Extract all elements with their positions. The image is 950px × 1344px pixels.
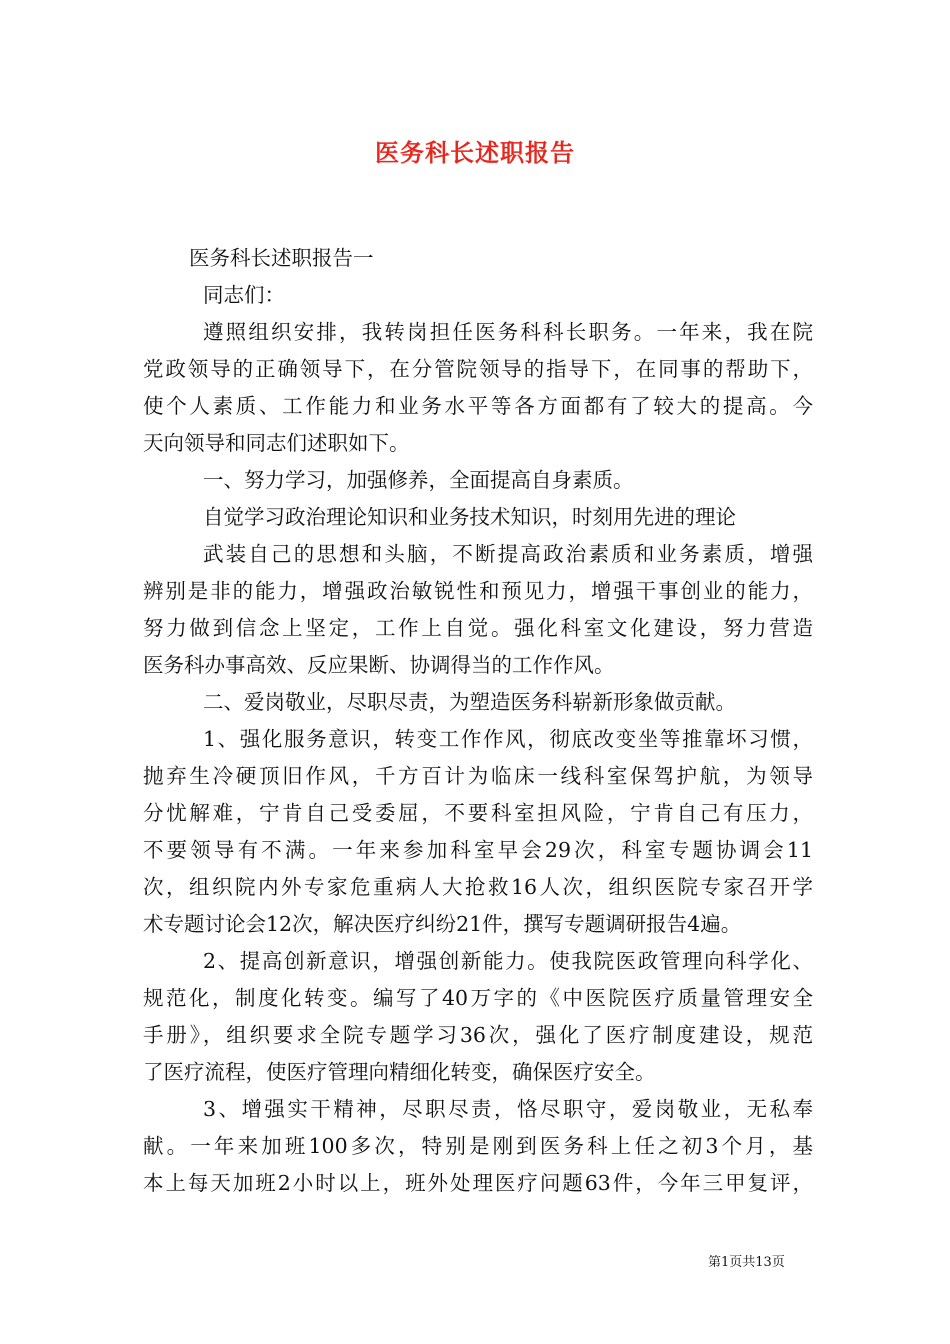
text-line: 武装自己的思想和头脑，不断提高政治素质和业务素质，增强 (203, 542, 813, 566)
text-line: 手册》，组织要求全院专题学习36次，强化了医疗制度建设，规范 (143, 1023, 813, 1047)
text-line: 同志们： (203, 283, 285, 307)
text-line: 遵照组织安排，我转岗担任医务科科长职务。一年来，我在院 (203, 320, 813, 344)
text-line: 二、爱岗敬业，尽职尽责，为塑造医务科崭新形象做贡献。 (203, 690, 736, 714)
text-line: 1、强化服务意识，转变工作作风，彻底改变坐等推靠坏习惯， (203, 727, 813, 751)
text-line: 天向领导和同志们述职如下。 (143, 431, 410, 455)
text-line: 了医疗流程，使医疗管理向精细化转变，确保医疗安全。 (143, 1060, 656, 1084)
text-line: 献。一年来加班100多次，特别是刚到医务科上任之初3个月，基 (143, 1134, 813, 1158)
text-line: 2、提高创新意识，增强创新能力。使我院医政管理向科学化、 (203, 949, 813, 973)
text-line: 3、增强实干精神，尽职尽责，恪尽职守，爱岗敬业，无私奉 (203, 1097, 813, 1121)
text-line: 自觉学习政治理论知识和业务技术知识，时刻用先进的理论 (203, 505, 736, 529)
document-body (143, 240, 813, 1202)
text-line: 不要领导有不满。一年来参加科室早会29次，科室专题协调会11 (143, 838, 813, 862)
text-line: 医务科办事高效、反应果断、协调得当的工作作风。 (143, 653, 615, 677)
text-line: 使个人素质、工作能力和业务水平等各方面都有了较大的提高。今 (143, 394, 813, 418)
text-line: 医务科长述职报告一 (189, 246, 374, 270)
document-title: 医务科长述职报告 (375, 138, 575, 167)
text-line: 规范化，制度化转变。编写了40万字的《中医院医疗质量管理安全 (143, 986, 813, 1010)
text-line: 术专题讨论会12次，解决医疗纠纷21件，撰写专题调研报告4遍。 (143, 912, 742, 936)
text-line: 次，组织院内外专家危重病人大抢救16人次，组织医院专家召开学 (143, 875, 813, 899)
text-line: 辨别是非的能力，增强政治敏锐性和预见力，增强干事创业的能力， (143, 579, 813, 603)
text-line: 一、努力学习，加强修养，全面提高自身素质。 (203, 468, 634, 492)
text-line: 抛弃生冷硬顶旧作风，千方百计为临床一线科室保驾护航，为领导 (143, 764, 813, 788)
text-line: 本上每天加班2小时以上，班外处理医疗问题63件，今年三甲复评， (143, 1171, 813, 1195)
page-number: 第1页共13页 (708, 1255, 785, 1270)
text-line: 努力做到信念上坚定，工作上自觉。强化科室文化建设，努力营造 (143, 616, 813, 640)
text-line: 分忧解难，宁肯自己受委屈，不要科室担风险，宁肯自己有压力， (143, 801, 813, 825)
text-line: 党政领导的正确领导下，在分管院领导的指导下，在同事的帮助下， (143, 357, 813, 381)
